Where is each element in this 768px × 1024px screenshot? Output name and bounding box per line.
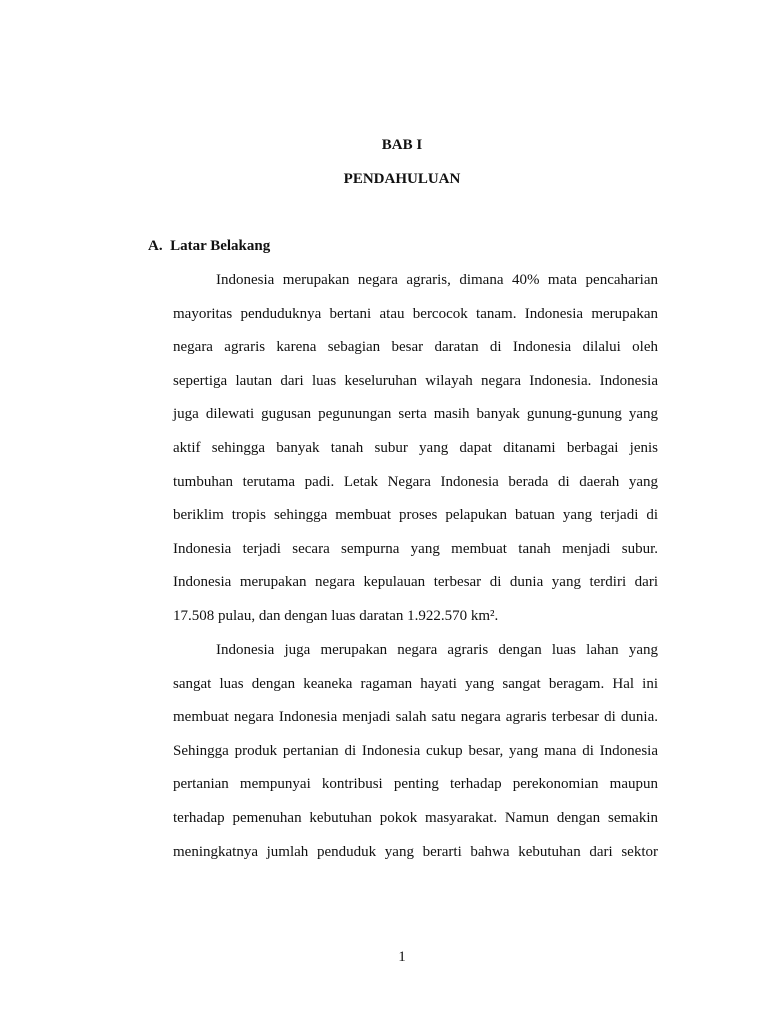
chapter-heading: BAB I [381,137,423,153]
text-line: sepertiga lautan dari luas keseluruhan wilayah negara Indonesia. Indonesia [173,372,658,389]
text-line: mayoritas penduduknya bertani atau bercocok tanam. Indonesia merupakan [173,305,658,322]
text-line: juga dilewati gugusan pegunungan serta masih banyak gunung-gunung yang [173,406,658,423]
text-line: Sehingga produk pertanian di Indonesia cukup besar, yang mana di Indonesia [173,742,658,759]
text-line: Indonesia merupakan negara agraris, dimana 40% mata pencaharian [216,272,658,288]
text-line: Indonesia juga merupakan negara agraris dengan luas lahan yang [216,642,658,658]
chapter-title: PENDAHULUAN [343,171,461,187]
text-line: pertanian mempunyai kontribusi penting terhadap perekonomian maupun [173,776,658,793]
text-line: tumbuhan terutama padi. Letak Negara Indonesia berada di daerah yang [173,473,658,490]
text-line: membuat negara Indonesia menjadi salah satu negara agraris terbesar di dunia. [173,709,658,726]
text-line: terhadap pemenuhan kebutuhan pokok masyarakat. Namun dengan semakin [173,810,658,826]
text-line: beriklim tropis sehingga membuat proses pelapukan batuan yang terjadi di [173,507,658,524]
text-line: sangat luas dengan keaneka ragaman hayati yang sangat beragam. Hal ini [173,675,658,692]
text-line: Indonesia terjadi secara sempurna yang membuat tanah menjadi subur. [173,540,658,557]
text-line: Indonesia merupakan negara kepulauan terbesar di dunia yang terdiri dari [173,574,658,591]
text-line: 17.508 pulau, dan dengan luas daratan 1.922.570 km². [173,608,499,624]
section-heading: A. Latar Belakang [148,238,271,254]
page-number: 1 [398,949,406,965]
text-line: meningkatnya jumlah penduduk yang berarti bahwa kebutuhan dari sektor [173,843,658,860]
text-line: aktif sehingga banyak tanah subur yang dapat ditanami berbagai jenis [173,440,658,456]
text-line: negara agraris karena sebagian besar daratan di Indonesia dilalui oleh [173,339,658,356]
